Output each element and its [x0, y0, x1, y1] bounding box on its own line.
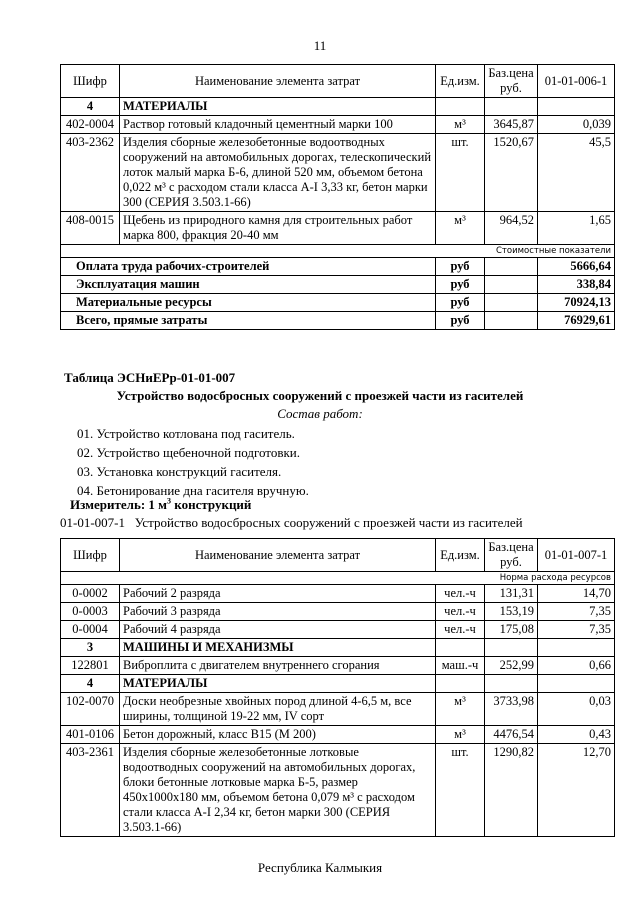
summary-value: 338,84	[538, 276, 615, 294]
row-name: Рабочий 2 разряда	[120, 585, 436, 603]
row-code: 403-2361	[61, 744, 120, 837]
row-norm: 0,43	[538, 726, 615, 744]
summary-row	[61, 258, 615, 276]
work-item: 01. Устройство котлована под гаситель.	[77, 426, 295, 441]
row-unit: шт.	[436, 134, 485, 212]
work-item: 02. Устройство щебеночной подготовки.	[77, 445, 300, 460]
row-price: 964,52	[485, 212, 538, 245]
row-norm: 0,03	[538, 693, 615, 726]
row-norm: 14,70	[538, 585, 615, 603]
row-name: Щебень из природного камня для строительных работ марка 800, фракция 20-40 мм	[120, 212, 436, 245]
header-price: Баз.цена руб.	[485, 65, 538, 98]
table-row	[61, 744, 615, 837]
table-row	[61, 621, 615, 639]
table-row	[61, 212, 615, 245]
row-price: 175,08	[485, 621, 538, 639]
row-norm: 7,35	[538, 621, 615, 639]
row-price: 1290,82	[485, 744, 538, 837]
row-name: Виброплита с двигателем внутреннего сгорания	[120, 657, 436, 675]
row-norm: 7,35	[538, 603, 615, 621]
section-row	[61, 98, 615, 116]
summary-unit: руб	[436, 294, 485, 312]
summary-empty	[485, 276, 538, 294]
row-code: 401-0106	[61, 726, 120, 744]
row-unit: чел.-ч	[436, 585, 485, 603]
table-row	[61, 603, 615, 621]
section-row	[61, 639, 615, 657]
row-name: Рабочий 4 разряда	[120, 621, 436, 639]
summary-empty	[485, 312, 538, 330]
table-row	[61, 585, 615, 603]
row-code: 0-0002	[61, 585, 120, 603]
summary-unit: руб	[436, 312, 485, 330]
summary-empty	[485, 258, 538, 276]
row-name: Изделия сборные железобетонные лотковые водоотводных сооружений на автомобильных дорогах, блоки бетонные лотковые марка Б-5, размер 450х1000х180 мм, объемом бетона 0,079 м³ с расходом стали класса А-I 2,34 кг, бетон марки 300 (СЕРИЯ 3.503.1-66)	[120, 744, 436, 837]
work-composition-title: Состав работ:	[277, 406, 363, 421]
section-title: МАШИНЫ И МЕХАНИЗМЫ	[120, 639, 436, 657]
row-unit: чел.-ч	[436, 621, 485, 639]
resource-table-1	[60, 64, 615, 330]
row-unit: шт.	[436, 744, 485, 837]
work-item: 04. Бетонирование дна гасителя вручную.	[77, 483, 309, 498]
header-price: Баз.цена руб.	[485, 539, 538, 572]
section-title: МАТЕРИАЛЫ	[120, 675, 436, 693]
section-heading: Устройство водосбросных сооружений с проезжей части из гасителей	[116, 388, 524, 403]
row-unit: чел.-ч	[436, 603, 485, 621]
table-row	[61, 657, 615, 675]
row-price: 3733,98	[485, 693, 538, 726]
meter-line: Измеритель: 1 $м^3$ конструкций	[70, 496, 252, 512]
row-code: 122801	[61, 657, 120, 675]
row-price: 4476,54	[485, 726, 538, 744]
row-unit: маш.-ч	[436, 657, 485, 675]
page-number: 11	[313, 38, 327, 53]
row-norm: 0,66	[538, 657, 615, 675]
summary-label: Эксплуатация машин	[61, 276, 436, 294]
section-row	[61, 675, 615, 693]
summary-row	[61, 312, 615, 330]
row-price: 1520,67	[485, 134, 538, 212]
resource-table-2	[60, 538, 615, 837]
row-price: 153,19	[485, 603, 538, 621]
row-name: Изделия сборные железобетонные водоотводных сооружений на автомобильных дорогах, телескопический лоток малый марка Б-6, длиной 520 мм, объемом бетона 0,022 м³ с расходом стали класса А-I 3,33 кг, бетон марки 300 (СЕРИЯ 3.503.1-66)	[120, 134, 436, 212]
row-unit: м³	[436, 726, 485, 744]
footer-region: Республика Калмыкия	[257, 860, 383, 875]
summary-unit: руб	[436, 258, 485, 276]
indicators-label: Стоимостные показатели	[61, 245, 615, 258]
row-code: 408-0015	[61, 212, 120, 245]
summary-empty	[485, 294, 538, 312]
norm-row	[61, 572, 615, 585]
row-name: Доски необрезные хвойных пород длиной 4-6,5 м, все ширины, толщиной 19-22 мм, IV сорт	[120, 693, 436, 726]
header-unit: Ед.изм.	[436, 539, 485, 572]
row-norm: 0,039	[538, 116, 615, 134]
row-unit: м³	[436, 212, 485, 245]
row-unit: м³	[436, 693, 485, 726]
summary-value: 5666,64	[538, 258, 615, 276]
summary-label: Оплата труда рабочих-строителей	[61, 258, 436, 276]
row-name: Рабочий 3 разряда	[120, 603, 436, 621]
row-norm: 12,70	[538, 744, 615, 837]
table-row	[61, 116, 615, 134]
table-header-row	[61, 65, 615, 98]
summary-row	[61, 294, 615, 312]
works-list	[77, 424, 309, 500]
header-code: Шифр	[61, 539, 120, 572]
table-header-row	[61, 539, 615, 572]
row-code: 102-0070	[61, 693, 120, 726]
norm-label: Норма расхода ресурсов	[61, 572, 615, 585]
indicators-row	[61, 245, 615, 258]
row-price: 252,99	[485, 657, 538, 675]
summary-label: Всего, прямые затраты	[61, 312, 436, 330]
summary-unit: руб	[436, 276, 485, 294]
header-unit: Ед.изм.	[436, 65, 485, 98]
row-code: 402-0004	[61, 116, 120, 134]
table-row	[61, 134, 615, 212]
table-row	[61, 726, 615, 744]
work-item: 03. Установка конструкций гасителя.	[77, 464, 282, 479]
header-code: Шифр	[61, 65, 120, 98]
row-norm: 1,65	[538, 212, 615, 245]
summary-value: 76929,61	[538, 312, 615, 330]
summary-row	[61, 276, 615, 294]
row-unit: м³	[436, 116, 485, 134]
row-price: 3645,87	[485, 116, 538, 134]
table-heading: Таблица ЭСНиЕРр-01-01-007	[64, 370, 236, 385]
table-row	[61, 693, 615, 726]
row-code: 0-0003	[61, 603, 120, 621]
header-name: Наименование элемента затрат	[120, 539, 436, 572]
header-code-column: 01-01-006-1	[538, 65, 615, 98]
section-title: МАТЕРИАЛЫ	[120, 98, 436, 116]
row-code: 403-2362	[61, 134, 120, 212]
row-code: 0-0004	[61, 621, 120, 639]
row-price: 131,31	[485, 585, 538, 603]
code-line: 01-01-007-1 Устройство водосбросных сооружений с проезжей части из гасителей	[60, 515, 523, 530]
section-number: 4	[61, 98, 120, 116]
header-code-column: 01-01-007-1	[538, 539, 615, 572]
summary-value: 70924,13	[538, 294, 615, 312]
row-name: Бетон дорожный, класс В15 (М 200)	[120, 726, 436, 744]
section-number: 4	[61, 675, 120, 693]
header-name: Наименование элемента затрат	[120, 65, 436, 98]
row-norm: 45,5	[538, 134, 615, 212]
summary-label: Материальные ресурсы	[61, 294, 436, 312]
row-name: Раствор готовый кладочный цементный марки 100	[120, 116, 436, 134]
section-number: 3	[61, 639, 120, 657]
